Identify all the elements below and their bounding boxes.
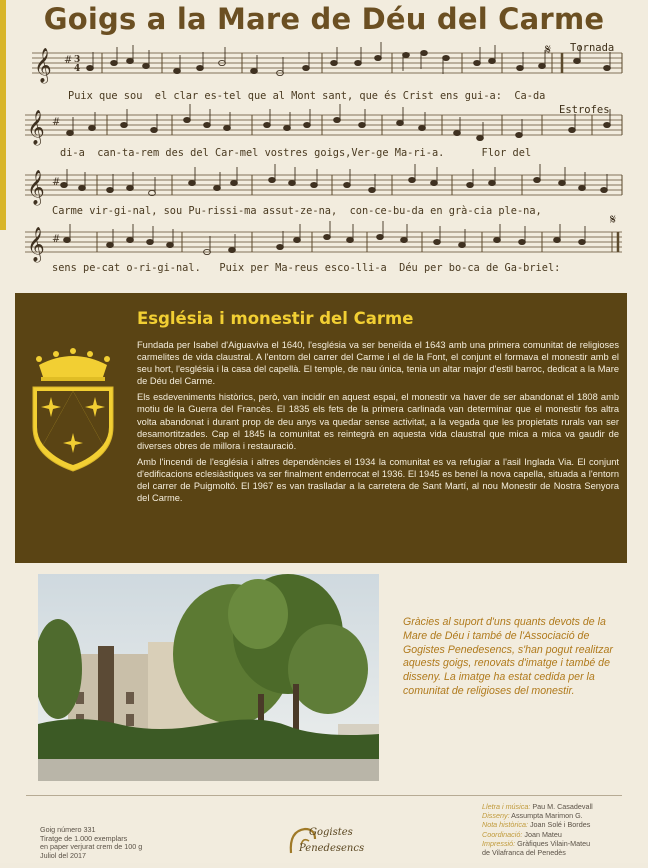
lyric-line-3: Carme vir-gi-nal, sou Pu-rissi-ma assut-ze-na, con-ce-bu-da en grà-cia ple-na, [52,205,542,217]
credit-row [482,820,593,829]
credit-label: Lletra i música: [482,802,531,811]
staff-2 [25,115,622,135]
logo-line-1: Gogistes [309,827,353,838]
credit-value: de Vilafranca del Penedès [482,848,566,858]
credit-label: Impressió: [482,838,516,848]
credit-value: Joan Solé i Bordes [529,820,591,830]
staff-3 [25,175,622,195]
history-panel [15,293,627,563]
svg-text:#: # [52,234,61,245]
credit-label: Disseny: [482,811,510,821]
estrofes-label: Estrofes [559,104,610,116]
segno-icon: 𝄋 [610,212,617,228]
page-title: Goigs a la Mare de Déu del Carme [43,2,605,36]
credit-label: Nota històrica: [482,820,528,830]
treble-clef-icon: 𝄞 [27,110,45,145]
treble-clef-icon: 𝄞 [27,227,45,262]
svg-text:#: # [52,117,61,128]
treble-clef-icon: 𝄞 [27,170,45,205]
carmelite-shield-icon [29,345,117,475]
lyric-line-2: di-a can-ta-rem des del Car-mel vostres goigs,Ver-ge Ma-ri-a. Flor del [60,147,532,159]
svg-text:#: # [64,55,73,66]
score-staves [22,40,628,285]
staff-1 [32,53,622,73]
staff-4 [25,232,622,252]
credit-label: Coordinació: [482,829,523,839]
panel-body [137,339,619,508]
logo-line-2: Penedesencs [299,843,365,854]
print-info-line: en paper verjurat crem de 100 g [40,842,143,852]
segno-icon: 𝄋 [545,42,552,58]
print-info-line: Tiratge de 1.000 exemplars [40,833,128,843]
credit-value: Assumpta Marimon G. [511,811,583,821]
print-info [40,826,142,860]
footer-divider [26,795,622,796]
tornada-label: Tornada [570,42,615,54]
staff-credits [482,802,593,857]
monastery-photo [38,574,379,781]
credit-row [482,839,593,848]
panel-paragraph: Amb l'incendi de l'església i altres dependències el 1934 la comunitat es va refugiar a l'asil Inglada Via. El conjunt d'edificacions eclesiàstiques va ser finalment enderrocat el 1936. El 1945 es beneí la nova capella, situada a l'entorn del carrer de Puigmoltó. El 1967 es van traslladar a la carretera de Sant Martí, al nou Monestir de Nostra Senyora del Carme. [137,456,619,504]
monastery-illustration [38,574,379,781]
credit-row [482,811,593,820]
lyric-line-4: sens pe-cat o-ri-gi-nal. Puix per Ma-reus esco-lli-a Déu per bo-ca de Ga-briel: [52,262,561,274]
credit-row [482,802,593,811]
panel-paragraph: Fundada per Isabel d'Aiguaviva el 1640, l'església va ser beneïda el 1643 amb una primera comunitat de religioses carmelites de vida claustral. A l'entorn del carrer del Carme i el de la Font, el conjunt el formava el monestir amb el seu hort, l'església i la casa del capellà. El temple, de nau única, tenia un altar major d'estil barroc, dedicat a la Mare de Déu del Carme. [137,340,619,387]
gogistes-logo [285,823,365,863]
credit-row [482,830,593,839]
music-score [22,40,628,285]
treble-clef-icon: 𝄞 [34,48,52,83]
lyric-line-1: Puix que sou el clar es-tel que al Mont sant, que és Crist ens gui-a: Ca-da [68,90,546,102]
credits-text: Gràcies al suport d'uns quants devots de la Mare de Déu i també de l'Associació de Gogistes Penedesencs, s'han pogut realitzar aquests goigs, renovats d'imatge i també de disseny. La imatge ha estat cedida per la comunitat de religioses del monestir. [403,616,613,697]
print-info-line: Goig número 331 [40,825,96,834]
svg-text:4: 4 [74,64,81,74]
credit-row [482,848,593,857]
credit-value: Gràfiques Vilain-Mateu [517,838,591,848]
svg-text:#: # [52,177,61,188]
credit-value: Pau M. Casadevall [532,802,593,811]
print-info-line: Juliol del 2017 [40,850,86,860]
panel-paragraph: Els esdeveniments històrics, però, van incidir en aquest espai, el monestir va haver de ser abandonat el 1808 amb motiu de la Guerra del Francès. El 1835 els fets de la primera carlinada van determinar que el monestir fos altra volta abandonat i durant prop de deu anys va quedar sense activitat, a la vegada que les propietats rurals van ser desamortitzades. Cap el 1845 la comunitat es reintegrà en aquesta vida claustral que mica a mica va gaudir de diverses obres de millora i restauració. [137,392,619,451]
credit-value: Joan Mateu [524,829,562,839]
panel-title: Església i monestir del Carme [137,309,414,328]
svg-text:3: 3 [74,55,81,65]
